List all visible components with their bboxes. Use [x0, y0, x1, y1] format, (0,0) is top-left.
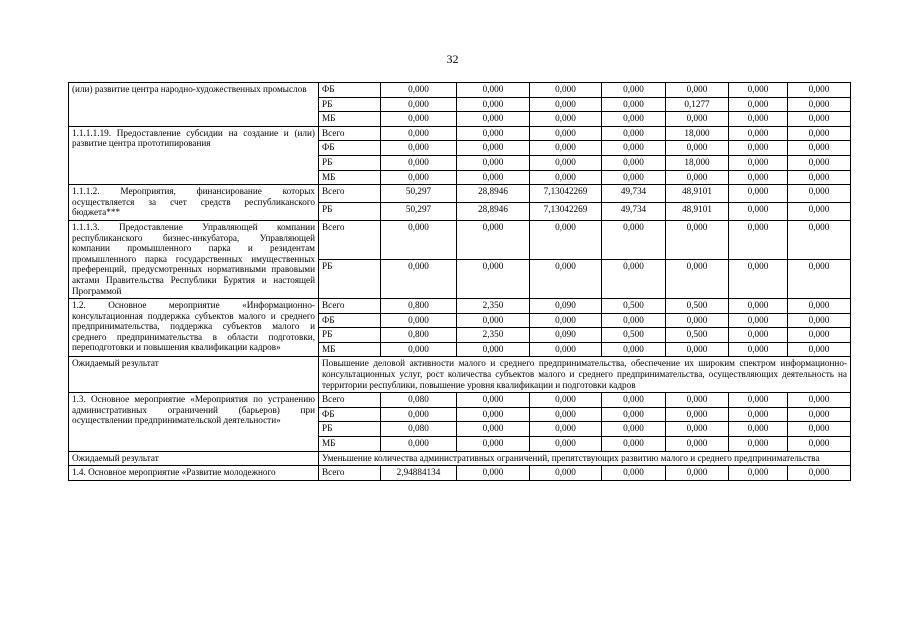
value-cell: 0,000 — [729, 83, 788, 98]
expected-result-row — [69, 357, 851, 393]
value-cell: 0,000 — [788, 299, 851, 314]
value-cell: 0,000 — [457, 170, 530, 185]
value-cell: 48,9101 — [666, 185, 729, 203]
value-cell: 0,000 — [530, 126, 602, 141]
value-cell: 0,000 — [602, 437, 666, 452]
table-row — [69, 126, 851, 141]
value-cell: 0,000 — [457, 313, 530, 328]
measure-description: 1.3. Основное мероприятие «Мероприятия по устранению административных ограничений (барьеров) при осуществлении предпринимательской деятельности» — [69, 393, 319, 451]
value-cell: 0,500 — [602, 328, 666, 343]
value-cell: 0,000 — [666, 466, 729, 481]
value-cell: 0,000 — [530, 407, 602, 422]
value-cell: 0,500 — [602, 299, 666, 314]
value-cell: 0,000 — [788, 141, 851, 156]
value-cell: 0,000 — [457, 422, 530, 437]
value-cell: 0,000 — [729, 260, 788, 299]
value-cell: 0,080 — [381, 422, 457, 437]
value-cell: 0,000 — [729, 141, 788, 156]
measure-description: 1.2. Основное мероприятие «Информационно-консультационная поддержка субъектов малого и среднего предпринимательства, поддержка субъектов малого и среднего предпринимательства в области подготовки, переподготовки и повышения квалификации кадров» — [69, 299, 319, 357]
value-cell: 0,000 — [530, 437, 602, 452]
measure-description: 1.4. Основное мероприятие «Развитие молодежного — [69, 466, 319, 481]
value-cell: 0,000 — [788, 313, 851, 328]
expected-result-row — [69, 451, 851, 466]
value-cell: 0,000 — [666, 313, 729, 328]
value-cell: 0,000 — [381, 437, 457, 452]
value-cell: 0,000 — [602, 126, 666, 141]
value-cell: 0,000 — [729, 299, 788, 314]
funding-source: Всего — [319, 299, 381, 314]
funding-source: МБ — [319, 170, 381, 185]
funding-source: Всего — [319, 220, 381, 259]
value-cell: 0,000 — [729, 170, 788, 185]
value-cell: 7,13042269 — [530, 185, 602, 203]
funding-source: Всего — [319, 466, 381, 481]
table-row — [69, 466, 851, 481]
funding-source: РБ — [319, 97, 381, 112]
expected-result-text: Повышение деловой активности малого и среднего предпринимательства, обеспечение их широким спектром информационно-консультационных услуг, рост количества субъектов малого и среднего предпринимательства, осуществляющих деятельность на территории республики, повышение уровня квалификации и подготовки кадров — [319, 357, 851, 393]
value-cell: 28,8946 — [457, 185, 530, 203]
value-cell: 0,000 — [381, 407, 457, 422]
funding-source: МБ — [319, 437, 381, 452]
value-cell: 0,000 — [729, 185, 788, 203]
value-cell: 0,000 — [602, 155, 666, 170]
expected-result-text: Уменьшение количества административных ограничений, препятствующих развитию малого и среднего предпринимательства — [319, 451, 851, 466]
funding-source: РБ — [319, 422, 381, 437]
value-cell: 0,000 — [788, 260, 851, 299]
value-cell: 0,000 — [602, 342, 666, 357]
value-cell: 0,000 — [381, 342, 457, 357]
table-row — [69, 393, 851, 408]
value-cell: 2,94884134 — [381, 466, 457, 481]
value-cell: 0,000 — [666, 112, 729, 127]
value-cell: 0,000 — [788, 437, 851, 452]
value-cell: 0,000 — [788, 83, 851, 98]
value-cell: 0,000 — [666, 342, 729, 357]
value-cell: 0,000 — [457, 437, 530, 452]
value-cell: 0,000 — [788, 170, 851, 185]
funding-source: РБ — [319, 260, 381, 299]
value-cell: 0,000 — [729, 112, 788, 127]
funding-source: ФБ — [319, 141, 381, 156]
page-number: 32 — [446, 52, 459, 66]
value-cell: 0,000 — [788, 203, 851, 221]
value-cell: 0,000 — [788, 422, 851, 437]
value-cell: 0,800 — [381, 328, 457, 343]
value-cell: 0,000 — [457, 83, 530, 98]
table-row — [69, 220, 851, 259]
value-cell: 0,000 — [666, 260, 729, 299]
measure-description: 1.1.1.3. Предоставление Управляющей компании республиканского бизнес-инкубатора, Управляющей компании промышленного парка и резидентам промышленного парка государственных имущественных преференций, предусмотренных нормативными правовыми актами Правительства Республики Бурятия и настоящей Программой — [69, 220, 319, 298]
value-cell: 18,000 — [666, 155, 729, 170]
value-cell: 0,000 — [602, 112, 666, 127]
value-cell: 0,090 — [530, 328, 602, 343]
expected-result-label: Ожидаемый результат — [69, 357, 319, 393]
funding-source: Всего — [319, 185, 381, 203]
value-cell: 0,000 — [666, 141, 729, 156]
budget-table — [68, 82, 851, 481]
value-cell: 0,000 — [381, 155, 457, 170]
funding-source: Всего — [319, 393, 381, 408]
value-cell: 0,000 — [530, 260, 602, 299]
value-cell: 0,000 — [381, 313, 457, 328]
value-cell: 0,000 — [530, 155, 602, 170]
value-cell: 0,500 — [666, 299, 729, 314]
value-cell: 0,000 — [666, 393, 729, 408]
value-cell: 0,000 — [381, 83, 457, 98]
value-cell: 0,000 — [729, 126, 788, 141]
value-cell: 7,13042269 — [530, 203, 602, 221]
value-cell: 0,000 — [457, 112, 530, 127]
value-cell: 0,000 — [602, 141, 666, 156]
value-cell: 0,000 — [788, 220, 851, 259]
measure-description: 1.1.1.2. Мероприятия, финансирование которых осуществляется за счет средств республиканского бюджета*** — [69, 185, 319, 221]
table-row — [69, 299, 851, 314]
value-cell: 50,297 — [381, 185, 457, 203]
value-cell: 0,000 — [381, 220, 457, 259]
value-cell: 0,000 — [530, 83, 602, 98]
funding-source: Всего — [319, 126, 381, 141]
table-row — [69, 83, 851, 98]
value-cell: 0,000 — [666, 220, 729, 259]
value-cell: 0,1277 — [666, 97, 729, 112]
value-cell: 0,000 — [666, 407, 729, 422]
value-cell: 0,000 — [602, 97, 666, 112]
value-cell: 0,000 — [530, 466, 602, 481]
value-cell: 0,000 — [530, 97, 602, 112]
value-cell: 0,000 — [602, 466, 666, 481]
value-cell: 0,000 — [666, 437, 729, 452]
value-cell: 0,000 — [457, 126, 530, 141]
value-cell: 0,000 — [602, 407, 666, 422]
value-cell: 0,000 — [381, 126, 457, 141]
value-cell: 0,000 — [530, 170, 602, 185]
value-cell: 0,000 — [530, 112, 602, 127]
funding-source: РБ — [319, 155, 381, 170]
value-cell: 0,000 — [457, 155, 530, 170]
value-cell: 0,000 — [729, 328, 788, 343]
value-cell: 0,000 — [381, 112, 457, 127]
value-cell: 0,800 — [381, 299, 457, 314]
value-cell: 0,000 — [530, 393, 602, 408]
value-cell: 0,080 — [381, 393, 457, 408]
measure-description: (или) развитие центра народно-художественных промыслов — [69, 83, 319, 127]
value-cell: 0,500 — [666, 328, 729, 343]
table-row — [69, 185, 851, 203]
value-cell: 0,000 — [788, 112, 851, 127]
value-cell: 2,350 — [457, 328, 530, 343]
value-cell: 0,000 — [602, 170, 666, 185]
value-cell: 0,000 — [602, 422, 666, 437]
value-cell: 0,000 — [788, 393, 851, 408]
value-cell: 0,000 — [381, 141, 457, 156]
value-cell: 0,000 — [729, 437, 788, 452]
value-cell: 0,000 — [666, 170, 729, 185]
value-cell: 0,000 — [457, 466, 530, 481]
value-cell: 0,000 — [729, 407, 788, 422]
value-cell: 0,000 — [729, 97, 788, 112]
value-cell: 49,734 — [602, 203, 666, 221]
value-cell: 0,000 — [788, 126, 851, 141]
value-cell: 2,350 — [457, 299, 530, 314]
value-cell: 0,000 — [381, 260, 457, 299]
value-cell: 0,090 — [530, 299, 602, 314]
expected-result-label: Ожидаемый результат — [69, 451, 319, 466]
measure-description: 1.1.1.1.19. Предоставление субсидии на создание и (или) развитие центра прототипирования — [69, 126, 319, 184]
value-cell: 0,000 — [788, 342, 851, 357]
value-cell: 0,000 — [530, 313, 602, 328]
value-cell: 0,000 — [729, 393, 788, 408]
value-cell: 0,000 — [457, 260, 530, 299]
funding-source: РБ — [319, 203, 381, 221]
value-cell: 0,000 — [457, 220, 530, 259]
funding-source: ФБ — [319, 83, 381, 98]
value-cell: 18,000 — [666, 126, 729, 141]
value-cell: 0,000 — [530, 422, 602, 437]
value-cell: 0,000 — [788, 407, 851, 422]
value-cell: 0,000 — [457, 342, 530, 357]
funding-source: ФБ — [319, 407, 381, 422]
value-cell: 0,000 — [729, 466, 788, 481]
value-cell: 48,9101 — [666, 203, 729, 221]
value-cell: 0,000 — [457, 407, 530, 422]
value-cell: 0,000 — [729, 422, 788, 437]
value-cell: 0,000 — [788, 155, 851, 170]
funding-source: РБ — [319, 328, 381, 343]
value-cell: 0,000 — [602, 220, 666, 259]
value-cell: 0,000 — [602, 83, 666, 98]
value-cell: 0,000 — [602, 313, 666, 328]
value-cell: 0,000 — [729, 155, 788, 170]
value-cell: 0,000 — [602, 260, 666, 299]
value-cell: 0,000 — [666, 83, 729, 98]
value-cell: 0,000 — [788, 328, 851, 343]
value-cell: 0,000 — [381, 97, 457, 112]
value-cell: 0,000 — [729, 220, 788, 259]
value-cell: 0,000 — [788, 466, 851, 481]
value-cell: 0,000 — [666, 422, 729, 437]
value-cell: 28,8946 — [457, 203, 530, 221]
value-cell: 0,000 — [530, 141, 602, 156]
value-cell: 0,000 — [729, 313, 788, 328]
funding-source: МБ — [319, 342, 381, 357]
value-cell: 0,000 — [457, 141, 530, 156]
value-cell: 0,000 — [530, 342, 602, 357]
value-cell: 0,000 — [729, 342, 788, 357]
value-cell: 0,000 — [381, 170, 457, 185]
funding-source: ФБ — [319, 313, 381, 328]
value-cell: 50,297 — [381, 203, 457, 221]
budget-table-body — [69, 83, 851, 481]
value-cell: 0,000 — [530, 220, 602, 259]
value-cell: 0,000 — [788, 97, 851, 112]
value-cell: 0,000 — [788, 185, 851, 203]
value-cell: 0,000 — [729, 203, 788, 221]
value-cell: 0,000 — [457, 393, 530, 408]
value-cell: 0,000 — [602, 393, 666, 408]
funding-source: МБ — [319, 112, 381, 127]
value-cell: 49,734 — [602, 185, 666, 203]
value-cell: 0,000 — [457, 97, 530, 112]
